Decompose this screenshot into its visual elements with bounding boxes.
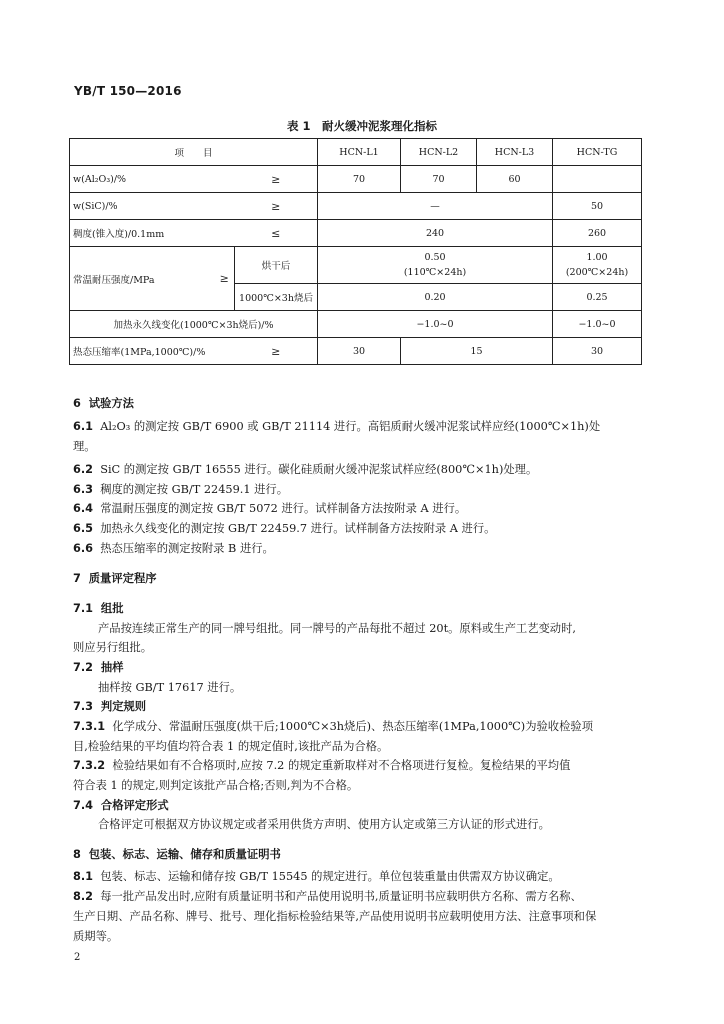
clause-number: 7.2: [73, 661, 94, 674]
section-6-heading: [73, 395, 653, 411]
section-title: 质量评定程序: [88, 572, 157, 585]
clause-8-2-cont-2: 质期等。: [73, 930, 119, 943]
cell: 70: [318, 166, 401, 193]
clause-text: Al₂O₃ 的测定按 GB/T 6900 或 GB/T 21114 进行。高铝质耐火缓冲泥浆试样应经(1000℃×1h)处: [100, 420, 601, 433]
cell-value: 0.50: [424, 252, 446, 263]
cell: −1.0~0: [553, 311, 642, 338]
section-7-heading: [73, 570, 653, 586]
clause-number: 6.1: [73, 420, 94, 433]
page-number: 2: [74, 952, 81, 963]
clause-number: 7.1: [73, 602, 94, 615]
row-label: w(SiC)/%: [70, 193, 235, 220]
row-operator: ≥: [235, 338, 318, 365]
header-col-3: HCN-L3: [477, 139, 553, 166]
clause-6-6: [73, 540, 653, 556]
clause-text: 加热永久线变化的测定按 GB/T 22459.7 进行。试样制备方法按附录 A 进行。: [100, 522, 496, 535]
cell: [553, 166, 642, 193]
row-operator: ≤: [235, 220, 318, 247]
clause-title: 组批: [100, 602, 124, 615]
table-row: [70, 166, 642, 193]
table-row: [70, 247, 642, 284]
clause-number: 7.3.2: [73, 759, 106, 772]
clause-title: 合格评定形式: [100, 799, 169, 812]
clause-number: 6.4: [73, 502, 94, 515]
clause-number: 6.5: [73, 522, 94, 535]
cell: −1.0~0: [318, 311, 553, 338]
row-label: 加热永久线变化(1000℃×3h烧后)/%: [70, 311, 318, 338]
clause-number: 7.3: [73, 700, 94, 713]
clause-7-3-1-cont: 目,检验结果的平均值均符合表 1 的规定值时,该批产品为合格。: [73, 740, 389, 753]
clause-7-3-heading: [73, 698, 653, 714]
cell-condition: (110℃×24h): [403, 267, 467, 278]
row-operator: ≥: [235, 166, 318, 193]
clause-text-cont: 理。: [73, 440, 96, 453]
cell: 50: [553, 193, 642, 220]
row-label: 热态压缩率(1MPa,1000℃)/%: [70, 338, 235, 365]
clause-7-1-heading: [73, 600, 653, 616]
clause-7-2-heading: [73, 659, 653, 675]
header-col-1: HCN-L1: [318, 139, 401, 166]
sub-label: 烘干后: [235, 247, 318, 284]
section-8-heading: [73, 846, 653, 862]
row-operator: ≥: [235, 193, 318, 220]
cell: 60: [477, 166, 553, 193]
clause-7-1-text-cont: 则应另行组批。: [73, 641, 153, 654]
cell: 70: [401, 166, 477, 193]
clause-number: 6.3: [73, 483, 94, 496]
cell-condition: (200℃×24h): [565, 267, 629, 278]
clause-text: 稠度的测定按 GB/T 22459.1 进行。: [100, 483, 289, 496]
clause-6-5: [73, 520, 653, 536]
clause-6-1: [73, 417, 653, 457]
cell: [553, 247, 642, 284]
header-col-4: HCN-TG: [553, 139, 642, 166]
cell: —: [318, 193, 553, 220]
table-row: [70, 338, 642, 365]
table-row: [70, 311, 642, 338]
table-header-row: [70, 139, 642, 166]
clause-6-3: [73, 481, 653, 497]
clause-8-2: [73, 888, 653, 904]
clause-7-3-2: [73, 757, 653, 773]
clause-number: 6.6: [73, 542, 94, 555]
clause-6-4: [73, 500, 653, 516]
row-label: 常温耐压强度/MPa: [70, 247, 215, 311]
cell: 15: [401, 338, 553, 365]
clause-text: 检验结果如有不合格项时,应按 7.2 的规定重新取样对不合格项进行复检。复检结果的平均值: [112, 759, 571, 772]
cell: 0.25: [553, 284, 642, 311]
clause-8-1: [73, 868, 653, 884]
table-caption: 表 1 耐火缓冲泥浆理化指标: [286, 119, 437, 133]
section-number: 6: [73, 397, 81, 410]
clause-7-3-1: [73, 718, 653, 734]
cell: 30: [553, 338, 642, 365]
row-label: 稠度(锥入度)/0.1mm: [70, 220, 235, 247]
header-col-2: HCN-L2: [401, 139, 477, 166]
clause-text: 热态压缩率的测定按附录 B 进行。: [100, 542, 274, 555]
row-label: w(Al₂O₃)/%: [70, 166, 235, 193]
clause-number: 8.2: [73, 890, 94, 903]
clause-number: 8.1: [73, 870, 94, 883]
clause-7-3-2-cont: 符合表 1 的规定,则判定该批产品合格;否则,判为不合格。: [73, 779, 359, 792]
cell: 0.20: [318, 284, 553, 311]
clause-title: 抽样: [100, 661, 124, 674]
clause-text: 化学成分、常温耐压强度(烘干后;1000℃×3h烧后)、热态压缩率(1MPa,1000℃)为验收检验项: [112, 720, 593, 733]
clause-number: 7.3.1: [73, 720, 106, 733]
cell: 260: [553, 220, 642, 247]
clause-title: 判定规则: [100, 700, 147, 713]
section-number: 8: [73, 848, 81, 861]
clause-text: 包装、标志、运输和储存按 GB/T 15545 的规定进行。单位包装重量由供需双方协议确定。: [100, 870, 560, 883]
clause-6-2: [73, 461, 653, 477]
row-operator: ≥: [215, 247, 235, 311]
clause-7-2-text: 抽样按 GB/T 17617 进行。: [98, 681, 242, 694]
section-title: 包装、标志、运输、储存和质量证明书: [88, 848, 281, 861]
section-number: 7: [73, 572, 81, 585]
standard-code: YB/T 150—2016: [74, 84, 182, 98]
cell: 30: [318, 338, 401, 365]
clause-text: 每一批产品发出时,应附有质量证明书和产品使用说明书,质量证明书应载明供方名称、需方名称、: [100, 890, 582, 903]
section-title: 试验方法: [88, 397, 134, 410]
clause-number: 6.2: [73, 463, 94, 476]
clause-text: 常温耐压强度的测定按 GB/T 5072 进行。试样制备方法按附录 A 进行。: [100, 502, 467, 515]
table-row: [70, 220, 642, 247]
clause-7-4-heading: [73, 797, 653, 813]
cell: [318, 247, 553, 284]
table-row: [70, 193, 642, 220]
clause-7-4-text: 合格评定可根据双方协议规定或者采用供货方声明、使用方认定或第三方认证的形式进行。: [98, 818, 550, 831]
cell: 240: [318, 220, 553, 247]
clause-8-2-cont-1: 生产日期、产品名称、牌号、批号、理化指标检验结果等,产品使用说明书应载明使用方法、注意事项和保: [73, 910, 597, 923]
properties-table: [69, 138, 642, 365]
clause-text: SiC 的测定按 GB/T 16555 进行。碳化硅质耐火缓冲泥浆试样应经(800℃×1h)处理。: [100, 463, 538, 476]
sub-label: 1000℃×3h烧后: [235, 284, 318, 311]
cell-value: 1.00: [586, 252, 608, 263]
clause-number: 7.4: [73, 799, 94, 812]
header-item: 项 目: [70, 139, 318, 166]
clause-7-1-text: 产品按连续正常生产的同一牌号组批。同一牌号的产品每批不超过 20t。原料或生产工艺变动时,: [98, 622, 576, 635]
